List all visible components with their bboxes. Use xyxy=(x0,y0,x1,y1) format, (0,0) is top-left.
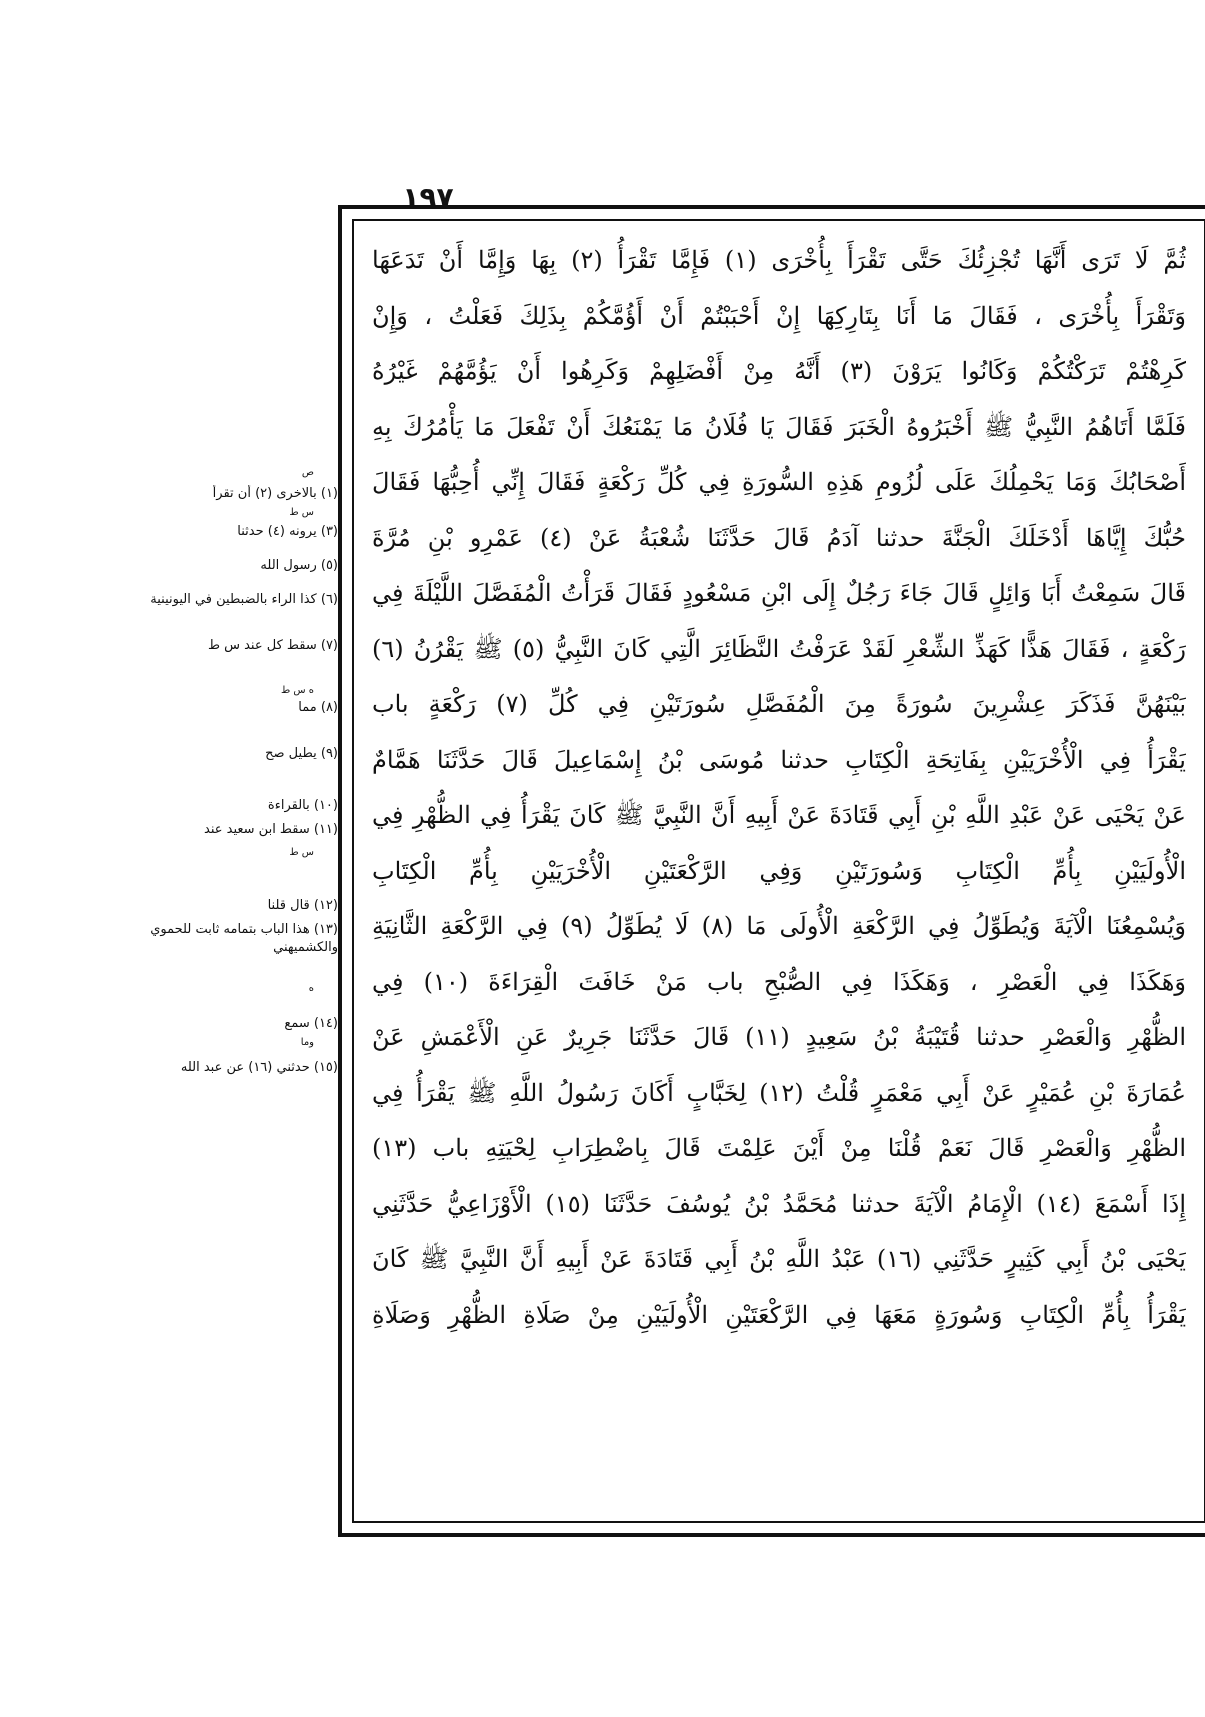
footnote: (١٤) سمع xyxy=(284,1016,338,1031)
text-frame-inner xyxy=(352,219,1205,1523)
text-line: رَكْعَةٍ ، فَقَالَ هَذًّا كَهَذِّ الشِّعْرِ لَقَدْ عَرَفْتُ النَّظَائِرَ الَّتِي كَانَ النَّبِيُّ (٥) ﷺ يَقْرُنُ (٦) xyxy=(372,634,1186,663)
manuscript-sign: ه س ط xyxy=(280,685,314,696)
manuscript-sign: ص xyxy=(301,467,314,478)
text-line: وَيُسْمِعُنَا الْآيَةَ وَيُطَوِّلُ فِي الرَّكْعَةِ الْأُولَى مَا (٨) لَا يُطَوِّلُ (٩) فِي الرَّكْعَةِ الثَّانِيَةِ xyxy=(372,912,1186,940)
manuscript-sign: وما xyxy=(300,1037,314,1048)
footnote: (٩) يطيل صح xyxy=(265,746,338,761)
text-line: عُمَارَةَ بْنِ عُمَيْرٍ عَنْ أَبِي مَعْمَرٍ قُلْتُ (١٢) لِخَبَّابٍ أَكَانَ رَسُولُ اللَّهِ ﷺ يَقْرَأُ فِي xyxy=(372,1078,1186,1107)
text-frame xyxy=(338,205,1205,1537)
text-line: ثُمَّ لَا تَرَى أَنَّهَا تُجْزِئُكَ حَتَّى تَقْرَأَ بِأُخْرَى (١) فَإِمَّا تَقْرَأُ (٢) بِهَا وَإِمَّا أَنْ تَدَعَهَا xyxy=(372,246,1186,274)
margin-footnotes xyxy=(150,467,338,1305)
footnote: (٥) رسول الله xyxy=(260,558,338,573)
text-line: الْأُولَيَيْنِ بِأُمِّ الْكِتَابِ وَسُورَتَيْنِ وَفِي الرَّكْعَتَيْنِ الْأُخْرَيَيْنِ بِأُمِّ الْكِتَابِ xyxy=(372,856,1186,885)
page-number: ١٩٧ xyxy=(402,181,454,214)
text-line: الظُّهْرِ وَالْعَصْرِ قَالَ نَعَمْ قُلْنَا مِنْ أَيْنَ عَلِمْتَ قَالَ بِاضْطِرَابِ لِحْيَتِهِ باب (١٣) xyxy=(372,1134,1186,1162)
text-line: عَنْ يَحْيَى عَنْ عَبْدِ اللَّهِ بْنِ أَبِي قَتَادَةَ عَنْ أَبِيهِ أَنَّ النَّبِيَّ ﷺ كَانَ يَقْرَأُ فِي الظُّهْرِ فِي xyxy=(372,801,1186,829)
text-line: أَصْحَابُكَ وَمَا يَحْمِلُكَ عَلَى لُزُومِ هَذِهِ السُّورَةِ فِي كُلِّ رَكْعَةٍ فَقَالَ إِنِّي أُحِبُّهَا فَقَالَ xyxy=(372,468,1186,496)
text-line: وَتَقْرَأَ بِأُخْرَى ، فَقَالَ مَا أَنَا بِتَارِكِهَا إِنْ أَحْبَبْتُمْ أَنْ أَؤُمَّكُمْ بِذَلِكَ فَعَلْتُ ، وَإِنْ xyxy=(372,301,1186,330)
manuscript-sign: س ط xyxy=(289,847,314,858)
footnote: (١) بالاخرى (٢) أن تقرأ xyxy=(212,486,338,501)
footnote: (٧) سقط كل عند س ط xyxy=(207,638,338,653)
footnote: (٨) مما xyxy=(298,700,338,715)
text-line: حُبُّكَ إِيَّاهَا أَدْخَلَكَ الْجَنَّةَ حدثنا آدَمُ قَالَ حَدَّثَنَا شُعْبَةُ عَنْ (٤) عَمْرِو بْنِ مُرَّةَ xyxy=(372,523,1186,552)
footnote: (١٢) قال قلنا xyxy=(267,898,338,913)
footnote: (١١) سقط ابن سعيد عند xyxy=(204,822,338,837)
footnote: (١٣) هذا الباب بتمامه ثابت للحموي والكشميهني xyxy=(150,922,338,955)
text-line: إِذَا أَسْمَعَ (١٤) الْإِمَامُ الْآيَةَ حدثنا مُحَمَّدُ بْنُ يُوسُفَ حَدَّثَنَا (١٥) الْأَوْزَاعِيُّ حَدَّثَنِي xyxy=(372,1189,1186,1218)
manuscript-sign: س ط xyxy=(289,507,314,518)
main-text xyxy=(372,233,1186,1509)
text-line: بَيْنَهُنَّ فَذَكَرَ عِشْرِينَ سُورَةً مِنَ الْمُفَصَّلِ سُورَتَيْنِ فِي كُلِّ (٧) رَكْعَةٍ باب xyxy=(372,690,1186,718)
text-line: يَقْرَأُ فِي الْأُخْرَيَيْنِ بِفَاتِحَةِ الْكِتَابِ حدثنا مُوسَى بْنُ إِسْمَاعِيلَ قَالَ حَدَّثَنَا هَمَّامٌ xyxy=(372,745,1186,774)
text-line: قَالَ سَمِعْتُ أَبَا وَائِلٍ قَالَ جَاءَ رَجُلٌ إِلَى ابْنِ مَسْعُودٍ فَقَالَ قَرَأْتُ الْمُفَصَّلَ اللَّيْلَةَ فِي xyxy=(372,579,1186,607)
text-line: كَرِهْتُمْ تَرَكْتُكُمْ وَكَانُوا يَرَوْنَ (٣) أَنَّهُ مِنْ أَفْضَلِهِمْ وَكَرِهُوا أَنْ يَؤُمَّهُمْ غَيْرُهُ xyxy=(372,357,1186,385)
footnote: (٦) كذا الراء بالضبطين في اليونينية xyxy=(150,592,338,607)
text-line: وَهَكَذَا فِي الْعَصْرِ ، وَهَكَذَا فِي الصُّبْحِ باب مَنْ خَافَتَ الْقِرَاءَةَ (١٠) فِي xyxy=(372,967,1186,996)
text-line: الظُّهْرِ وَالْعَصْرِ حدثنا قُتَيْبَةُ بْنُ سَعِيدٍ (١١) قَالَ حَدَّثَنَا جَرِيرٌ عَنِ الْأَعْمَشِ عَنْ xyxy=(372,1023,1186,1051)
text-line: فَلَمَّا أَتَاهُمُ النَّبِيُّ ﷺ أَخْبَرُوهُ الْخَبَرَ فَقَالَ يَا فُلَانُ مَا يَمْنَعُكَ أَنْ تَفْعَلَ مَا يَأْمُرُكَ بِهِ xyxy=(372,412,1186,441)
footnote: (٣) يرونه (٤) حدثنا xyxy=(237,524,338,539)
manuscript-sign: ه xyxy=(308,983,314,994)
text-line: يَحْيَى بْنُ أَبِي كَثِيرٍ حَدَّثَنِي (١٦) عَبْدُ اللَّهِ بْنُ أَبِي قَتَادَةَ عَنْ أَبِيهِ أَنَّ النَّبِيَّ ﷺ كَانَ xyxy=(372,1245,1186,1273)
footnote: (١٠) بالقراءة xyxy=(267,798,338,813)
text-line: يَقْرَأُ بِأُمِّ الْكِتَابِ وَسُورَةٍ مَعَهَا فِي الرَّكْعَتَيْنِ الْأُولَيَيْنِ مِنْ صَلَاةِ الظُّهْرِ وَصَلَاةِ xyxy=(372,1300,1186,1329)
footnote: (١٥) حدثني (١٦) عن عبد الله xyxy=(180,1060,338,1075)
